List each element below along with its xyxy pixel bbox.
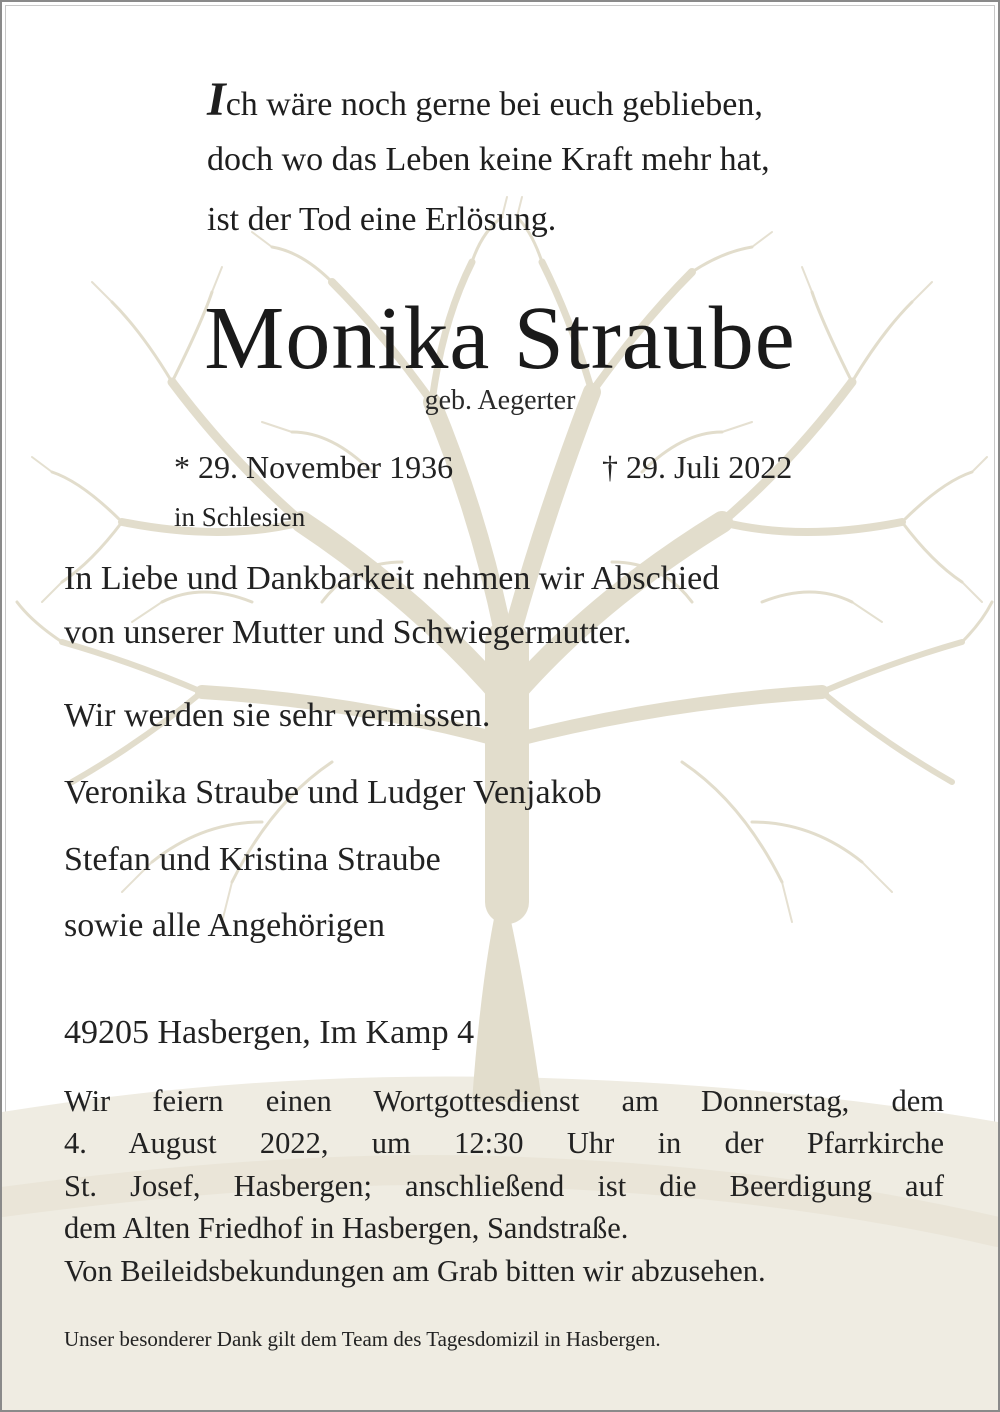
farewell-line-1: In Liebe und Dankbarkeit nehmen wir Abschied	[64, 560, 720, 597]
mourner-3: sowie alle Angehörigen	[64, 907, 386, 944]
service-line-4: dem Alten Friedhof in Hasbergen, Sandstraße.	[64, 1211, 629, 1245]
maiden-name: geb. Aegerter	[424, 385, 576, 416]
service-line-1: Wir feiern einen Wortgottesdienst am Donnerstag, dem	[64, 1084, 944, 1118]
quote-line-3: ist der Tod eine Erlösung.	[207, 201, 557, 238]
mourner-1: Veronika Straube und Ludger Venjakob	[64, 774, 602, 811]
quote-initial: I	[207, 73, 226, 126]
service-line-2: 4. August 2022, um 12:30 Uhr in der Pfarrkirche	[64, 1126, 944, 1160]
service-line-3: St. Josef, Hasbergen; anschließend ist die Beerdigung auf	[64, 1169, 944, 1203]
address: 49205 Hasbergen, Im Kamp 4	[64, 1014, 475, 1051]
deceased-name: Monika Straube	[204, 289, 796, 388]
quote-line-2: doch wo das Leben keine Kraft mehr hat,	[207, 141, 770, 178]
quote-line-1	[207, 70, 763, 135]
farewell-line-2: von unserer Mutter und Schwiegermutter.	[64, 614, 632, 651]
mourner-2: Stefan und Kristina Straube	[64, 841, 441, 878]
death-date: † 29. Juli 2022	[602, 449, 793, 485]
birthplace: in Schlesien	[174, 502, 306, 532]
quote-line-1-text: ch wäre noch gerne bei euch geblieben,	[225, 86, 763, 123]
service-line-5: Von Beileidsbekundungen am Grab bitten wir abzusehen.	[64, 1254, 766, 1288]
miss-you-line: Wir werden sie sehr vermissen.	[64, 697, 491, 734]
thanks-note: Unser besonderer Dank gilt dem Team des Tagesdomizil in Hasbergen.	[64, 1327, 661, 1351]
birth-date: * 29. November 1936	[174, 449, 454, 485]
